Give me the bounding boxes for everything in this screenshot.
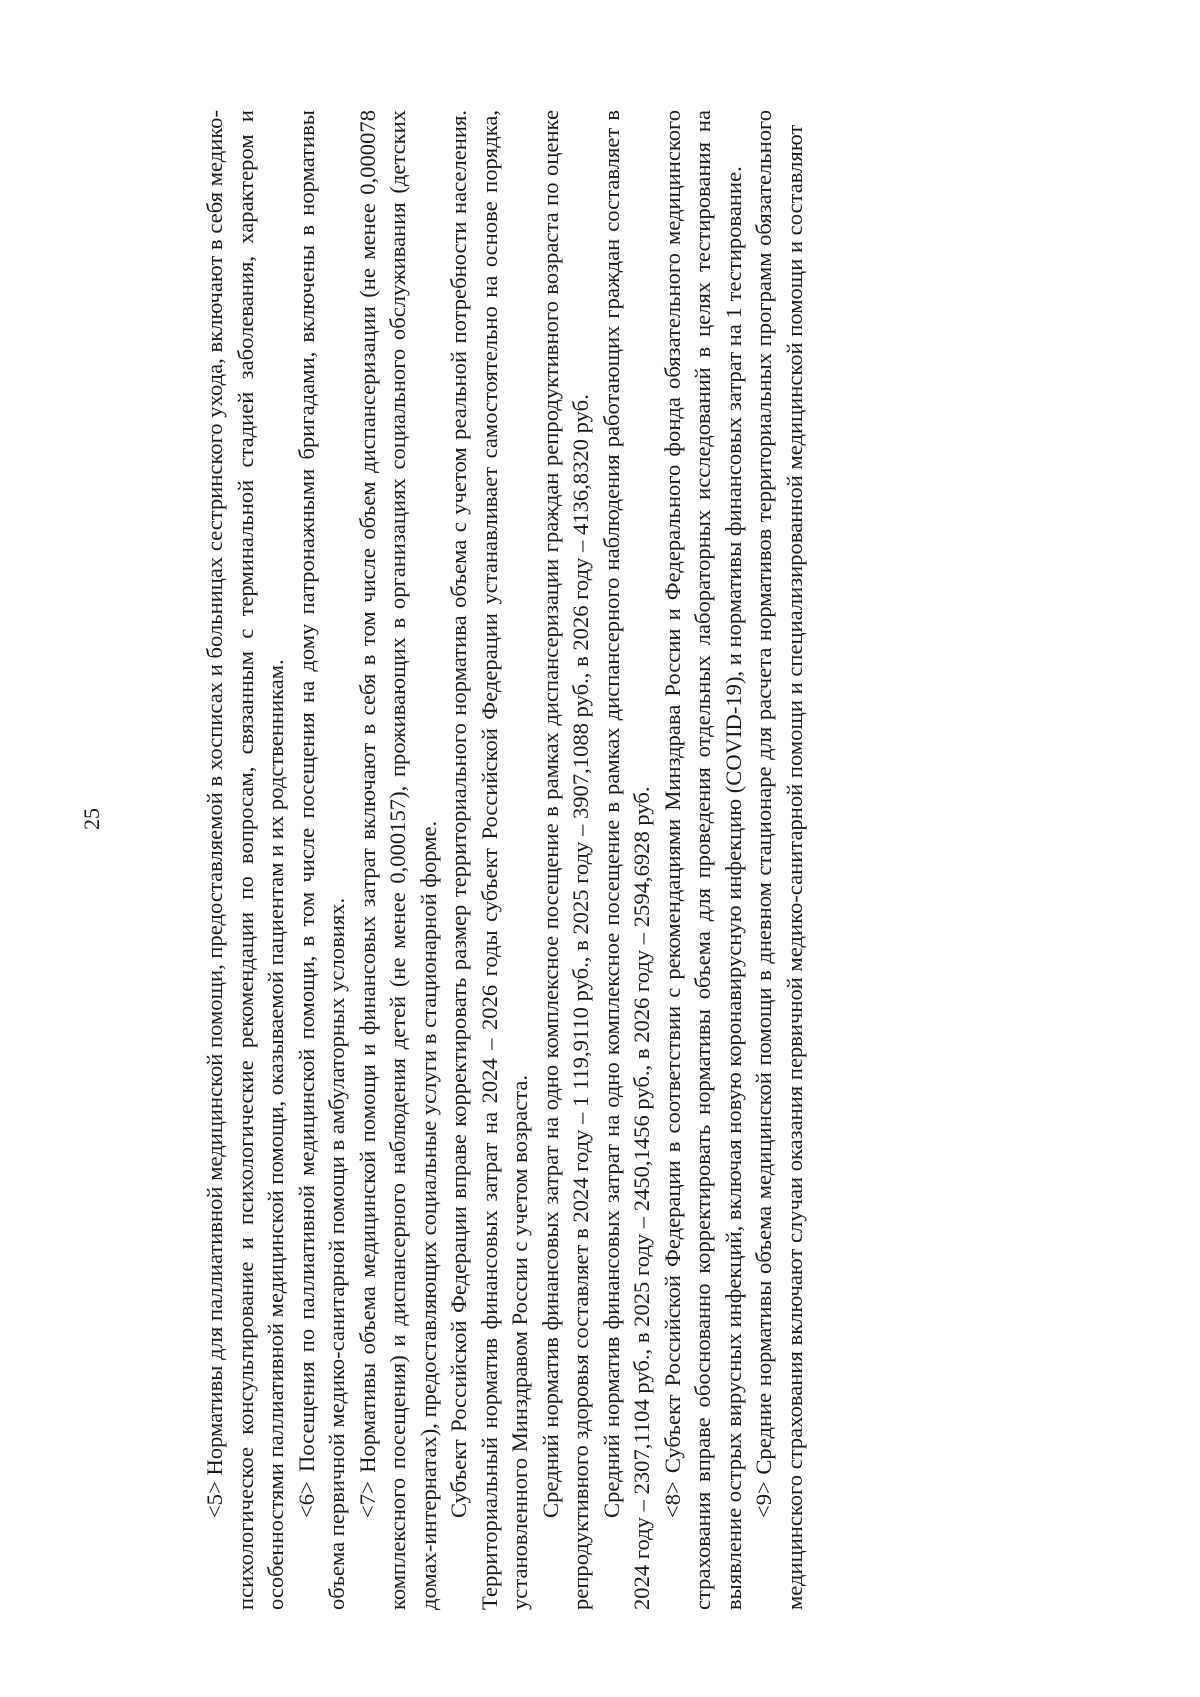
- paragraph-note-8: <8> Субъект Российской Федерации в соответствии с рекомендациями Минздрава России и Федерального фонда обязательного медицинского страхования вправе обоснованно корректировать нормативы объема для проведения отдельных лабораторных исследований в целях тестирования на выявление острых вирусных инфекций, включая новую коронавирусную инфекцию (COVID-19), и нормативы финансовых затрат на 1 тестирование.: [659, 110, 746, 1610]
- paragraph-note-7: <7> Нормативы объема медицинской помощи и финансовых затрат включают в себя в том числе объем диспансеризации (не менее 0,000078 комплексного посещения) и диспансерного наблюдения детей (не менее 0,000157), проживающих в организациях социального обслуживания (детских домах-интернатах), предоставляющих социальные услуги в стационарной форме.: [354, 110, 441, 1610]
- paragraph-subject-rf: Субъект Российской Федерации вправе корректировать размер территориального норматива объема с учетом реальной потребности населения. Территориальный норматив финансовых затрат на 2024 – 2026 годы субъект Российской Федерации устанавливает самостоятельно на основе порядка, установленного Минздравом России с учетом возраста.: [446, 110, 532, 1610]
- rotated-text-block: [200, 110, 810, 1610]
- paragraph-dispensary-cost: Средний норматив финансовых затрат на одно комплексное посещение в рамках диспансерного наблюдения работающих граждан составляет в 2024 году – 2307,1104 руб., в 2025 году – 2450,1456 руб., в 2026 году – 2594,6928 руб.: [598, 110, 654, 1610]
- paragraph-note-6: <6> Посещения по паллиативной медицинской помощи, в том числе посещения на дому патронажными бригадами, включены в нормативы объема первичной медико-санитарной помощи в амбулаторных условиях.: [293, 110, 349, 1610]
- paragraph-reproductive-cost: Средний норматив финансовых затрат на одно комплексное посещение в рамках диспансеризации граждан репродуктивного возраста по оценке репродуктивного здоровья составляет в 2024 году – 1 119,9110 руб., в 2025 году – 3907,1088 руб., в 2026 году – 4136,8320 руб.: [537, 110, 593, 1610]
- paragraph-note-9: <9> Средние нормативы объема медицинской помощи в дневном стационаре для расчета нормативов территориальных программ обязательного медицинского страхования включают случаи оказания первичной медико-санитарной помощи и специализированной медицинской помощи и составляют: [751, 110, 807, 1610]
- paragraph-note-5: <5> Нормативы для паллиативной медицинской помощи, предоставляемой в хосписах и больницах сестринского ухода, включают в себя медико-психологическое консультирование и психологические рекомендации по вопросам, связанным с терминальной стадией заболевания, характером и особенностями паллиативной медицинской помощи, оказываемой пациентам и их родственникам.: [202, 110, 288, 1610]
- page-number: 25: [79, 808, 104, 830]
